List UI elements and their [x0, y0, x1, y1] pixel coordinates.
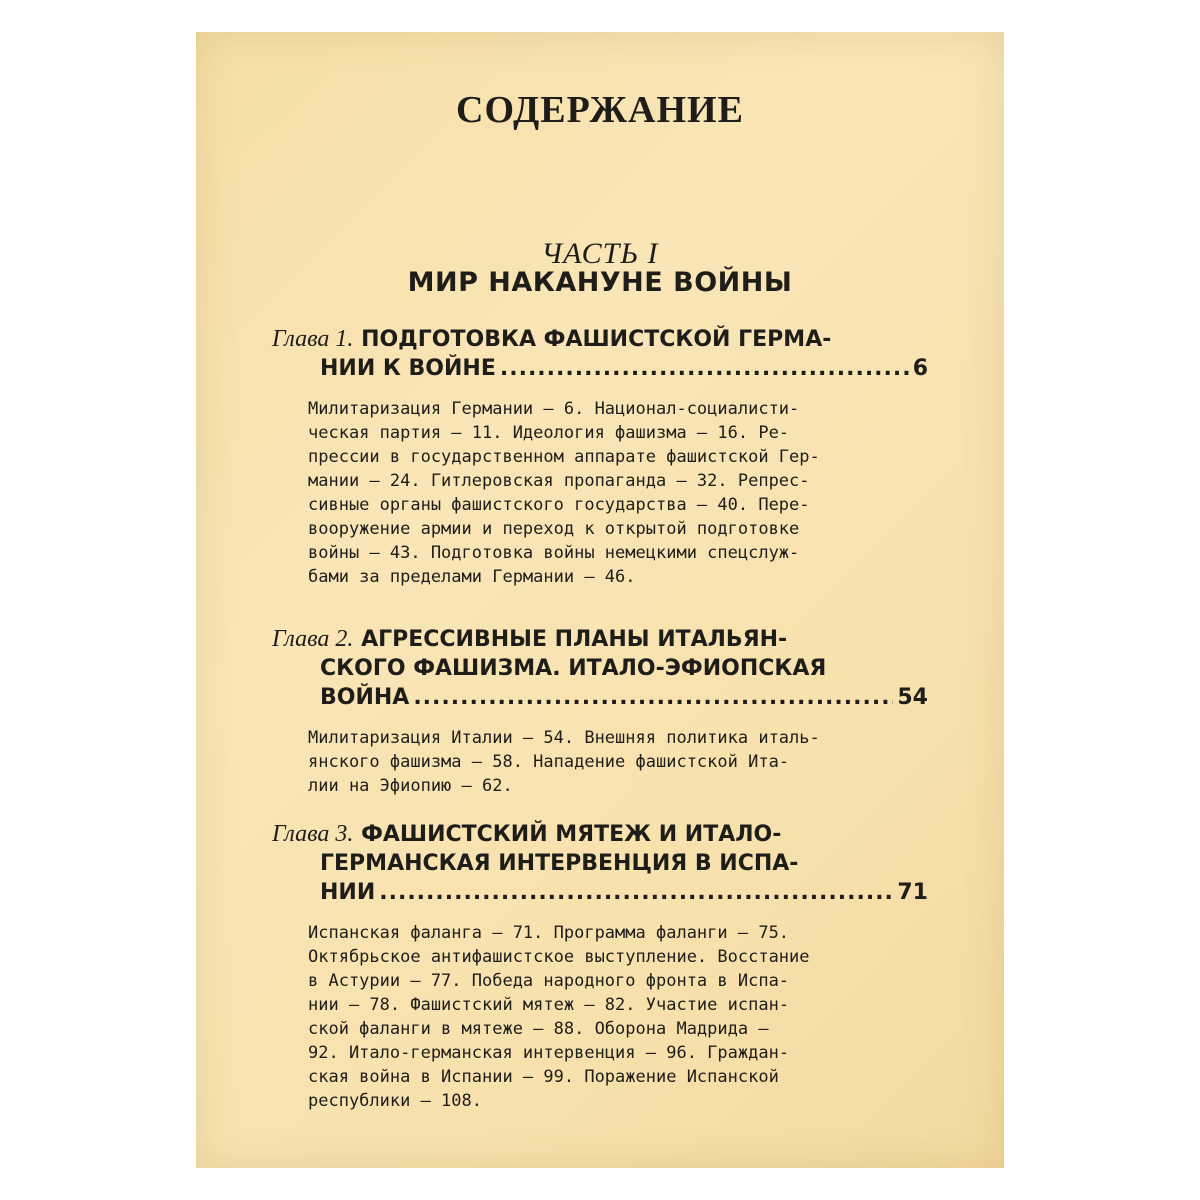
- summary-line: нии — 78. Фашистский мятеж — 82. Участие испан-: [308, 995, 790, 1015]
- chapter-summary: [272, 921, 928, 1113]
- summary-line: Испанская фаланга — 71. Программа фаланги — 75.: [308, 923, 790, 943]
- chapter-label: Глава 2.: [272, 626, 354, 652]
- chapter-3: [272, 820, 928, 1113]
- summary-line: лии на Эфиопию — 62.: [308, 776, 513, 796]
- chapter-title-line: СКОГО ФАШИЗМА. ИТАЛО-ЭФИОПСКАЯ: [320, 656, 827, 681]
- summary-line: вооружение армии и переход к открытой подготовке: [308, 519, 800, 539]
- chapter-page-number: 54: [897, 685, 928, 710]
- chapter-1: [272, 325, 928, 589]
- summary-line: сивные органы фашистского государства — 40. Пере-: [308, 495, 810, 515]
- chapter-heading: [272, 325, 928, 383]
- summary-line: янского фашизма — 58. Нападение фашистской Ита-: [308, 752, 790, 772]
- summary-line: Милитаризация Германии — 6. Национал-социалисти-: [308, 399, 800, 419]
- leader-dots: [500, 354, 909, 383]
- part-label: ЧАСТЬ I: [541, 237, 659, 270]
- chapter-summary: [272, 726, 928, 798]
- chapter-title-line: ГЕРМАНСКАЯ ИНТЕРВЕНЦИЯ В ИСПА-: [320, 851, 799, 876]
- summary-line: Октябрьское антифашистское выступление. Восстание: [308, 947, 810, 967]
- summary-line: прессии в государственном аппарате фашистской Гер-: [308, 447, 820, 467]
- chapter-page-number: 6: [912, 356, 928, 381]
- chapter-title-line: АГРЕССИВНЫЕ ПЛАНЫ ИТАЛЬЯН-: [361, 627, 788, 652]
- leader-dots: [413, 683, 893, 712]
- chapter-heading: [272, 820, 928, 907]
- summary-line: бами за пределами Германии — 46.: [308, 567, 636, 587]
- summary-line: войны — 43. Подготовка войны немецкими спецслуж-: [308, 543, 800, 563]
- chapter-title-line: НИИ К ВОЙНЕ: [320, 356, 496, 381]
- summary-line: республики — 108.: [308, 1091, 482, 1111]
- chapter-title-line: ПОДГОТОВКА ФАШИСТСКОЙ ГЕРМА-: [361, 327, 832, 352]
- chapter-title-line: ВОЙНА: [320, 685, 410, 710]
- summary-line: ческая партия — 11. Идеология фашизма — 16. Ре-: [308, 423, 790, 443]
- summary-line: 92. Итало-германская интервенция — 96. Граждан-: [308, 1043, 790, 1063]
- book-page: [196, 32, 1004, 1168]
- summary-line: в Астурии — 77. Победа народного фронта в Испа-: [308, 971, 790, 991]
- part-title: МИР НАКАНУНЕ ВОЙНЫ: [407, 267, 793, 298]
- chapter-heading: [272, 625, 928, 712]
- chapter-title-line: ФАШИСТСКИЙ МЯТЕЖ И ИТАЛО-: [361, 822, 782, 847]
- leader-dots: [379, 878, 893, 907]
- chapter-label: Глава 1.: [272, 326, 354, 352]
- summary-line: мании — 24. Гитлеровская пропаганда — 32. Репрес-: [308, 471, 810, 491]
- chapter-summary: [272, 397, 928, 589]
- chapter-label: Глава 3.: [272, 821, 354, 847]
- summary-line: ская война в Испании — 99. Поражение Испанской: [308, 1067, 779, 1087]
- summary-line: ской фаланги в мятеже — 88. Оборона Мадрида —: [308, 1019, 769, 1039]
- chapter-page-number: 71: [897, 880, 928, 905]
- summary-line: Милитаризация Италии — 54. Внешняя политика италь-: [308, 728, 820, 748]
- page-title: СОДЕРЖАНИЕ: [456, 89, 744, 131]
- chapter-title-line: НИИ: [320, 880, 376, 905]
- chapter-2: [272, 625, 928, 798]
